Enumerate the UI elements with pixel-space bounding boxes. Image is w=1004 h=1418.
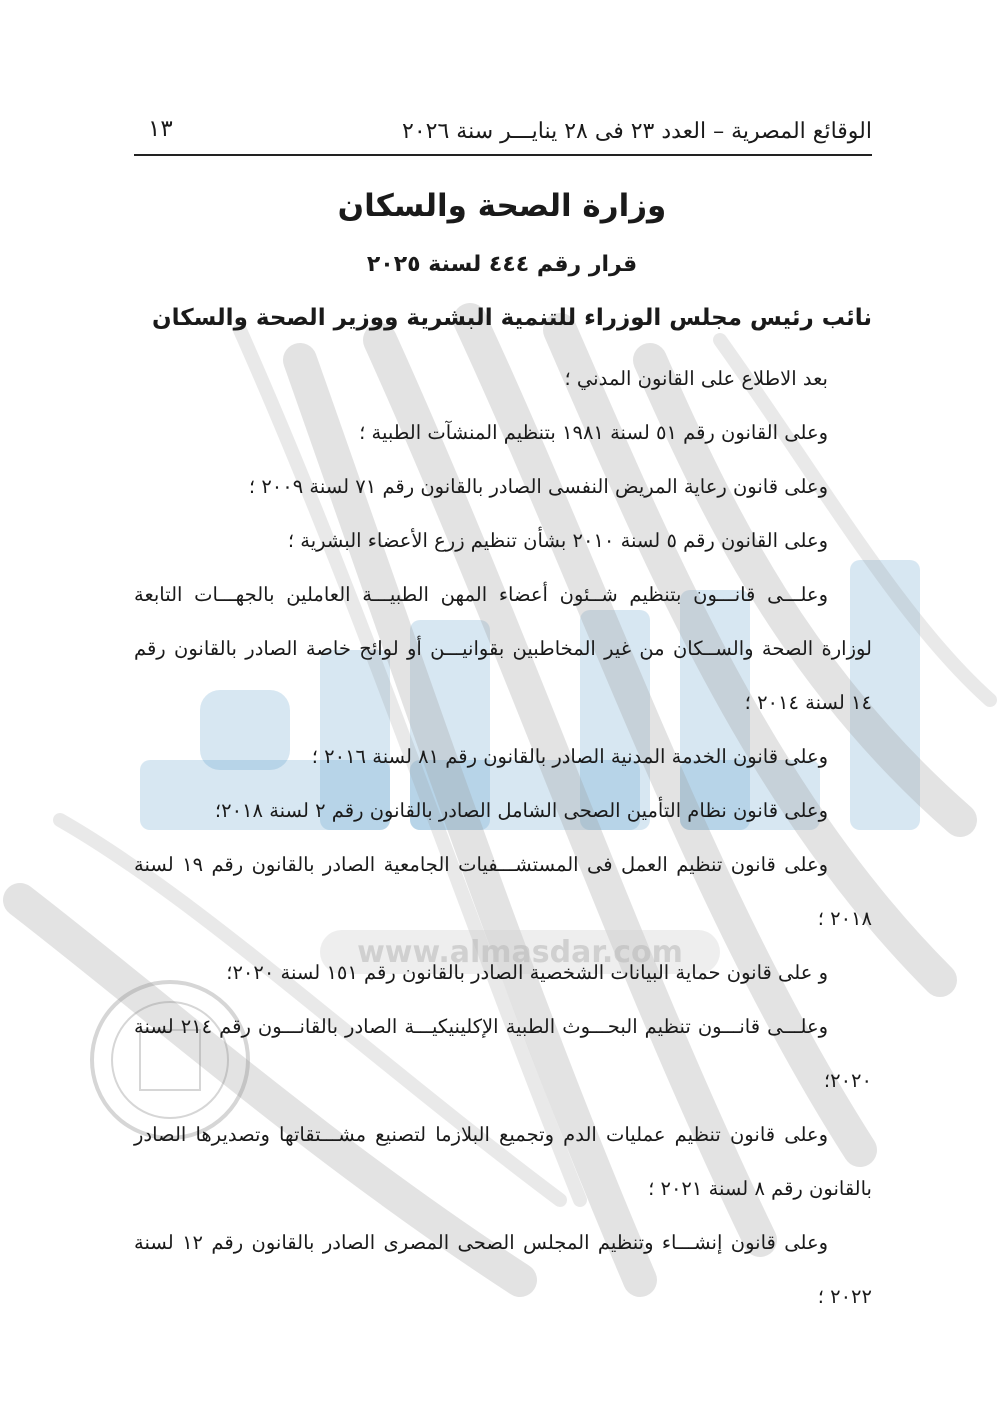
preamble-paragraph: وعلى القانون رقم ٥ لسنة ٢٠١٠ بشأن تنظيم زرع الأعضاء البشرية ؛ [287, 529, 828, 552]
preamble-paragraph: وعلى قانون نظام التأمين الصحى الشامل الصادر بالقانون رقم ٢ لسنة ٢٠١٨؛ [214, 799, 828, 822]
header-title: الوقائع المصرية – العدد ٢٣ فى ٢٨ ينايـــر سنة ٢٠٢٦ [402, 118, 872, 144]
watermark-url: www.almasdar.com [357, 935, 683, 970]
gazette-header [134, 108, 872, 156]
preamble-paragraph: وعلى قانون الخدمة المدنية الصادر بالقانون رقم ٨١ لسنة ٢٠١٦ ؛ [311, 745, 828, 768]
preamble-paragraph: وعلى قانون تنظيم العمل فى المستشـــفيات الجامعية الصادر بالقانون رقم ١٩ لسنة ٢٠١٨ ؛ [134, 853, 872, 930]
preamble-paragraph: و على قانون حماية البيانات الشخصية الصادر بالقانون رقم ١٥١ لسنة ٢٠٢٠؛ [226, 961, 828, 984]
preamble-paragraph: وعلى القانون رقم ٥١ لسنة ١٩٨١ بتنظيم المنشآت الطبية ؛ [359, 421, 828, 444]
decree-title: قرار رقم ٤٤٤ لسنة ٢٠٢٥ [366, 252, 638, 277]
ministry-title: وزارة الصحة والسكان [337, 188, 667, 224]
preamble-paragraph: وعلى قانون تنظيم عمليات الدم وتجميع البلازما لتصنيع مشـــتقاتها وتصديرها الصادر بالقانون رقم ٨ لسنة ٢٠٢١ ؛ [134, 1123, 872, 1200]
preamble-paragraph: بعد الاطلاع على القانون المدني ؛ [564, 367, 828, 390]
preamble-paragraph: وعلـــى قانـــون تنظيم البحـــوث الطبية الإكلينيكيـــة الصادر بالقانـــون رقم ٢١٤ لسنة ٢٠٢٠؛ [134, 1015, 872, 1092]
preamble-paragraph: وعلى قانون إنشـــاء وتنظيم المجلس الصحى المصرى الصادر بالقانون رقم ١٢ لسنة ٢٠٢٢ ؛ [134, 1231, 872, 1308]
preamble-paragraph: وعلـــى قانـــون بتنظيم شــئون أعضاء المهن الطبيـــة العاملين بالجهـــات التابعة لوزارة الصحة والســكان من غير المخاطبين بقوانيـــن أو لوائح خاصة الصادر بالقانون رقم ١٤ لسنة ٢٠١٤ ؛ [134, 583, 872, 714]
issuer-title: نائب رئيس مجلس الوزراء للتنمية البشرية ووزير الصحة والسكان [152, 305, 872, 331]
preamble-paragraph: وعلى قانون رعاية المريض النفسى الصادر بالقانون رقم ٧١ لسنة ٢٠٠٩ ؛ [248, 475, 828, 498]
decree-body [134, 352, 872, 1324]
page-number: ١٣ [148, 116, 173, 142]
